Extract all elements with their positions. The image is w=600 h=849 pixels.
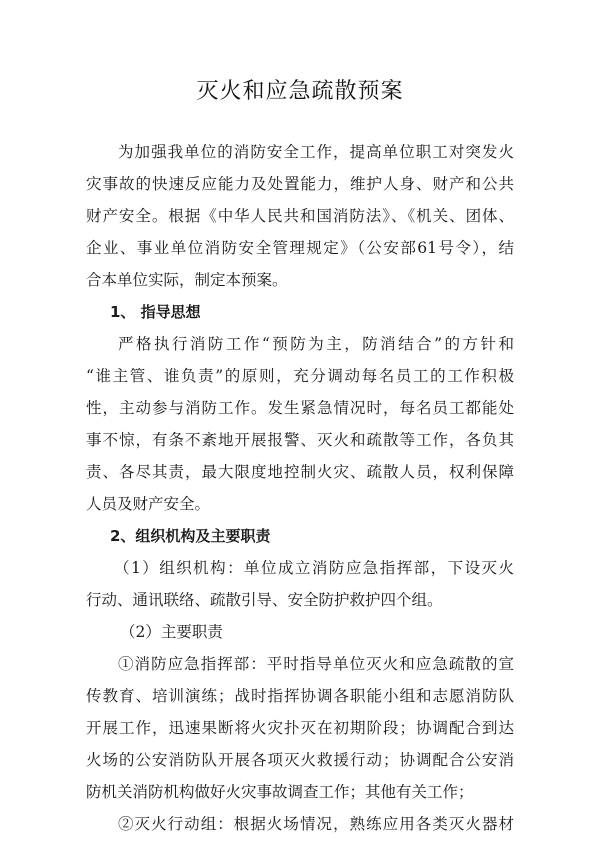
paragraph-line: 防机关消防机构做好火灾事故调查工作；其他有关工作； (86, 783, 474, 801)
paragraph-line: 灾事故的快速反应能力及处置能力，维护人身、财产和公共 (86, 175, 514, 193)
paragraph-line: 火场的公安消防队开展各项灭火救援行动；协调配合公安消 (86, 751, 514, 769)
paragraph-line: 行动、通讯联络、疏散引导、安全防护救护四个组。 (86, 591, 443, 609)
document-title: 灭火和应急疏散预案 (196, 79, 404, 104)
paragraph-line: 责、各尽其责，最大限度地控制火灾、疏散人员，权利保障 (86, 463, 514, 481)
paragraph-line: 为加强我单位的消防安全工作，提高单位职工对突发火 (118, 143, 514, 161)
paragraph-line: （1）组织机构：单位成立消防应急指挥部，下设灭火 (114, 559, 514, 577)
paragraph-line: 性，主动参与消防工作。发生紧急情况时，每名员工都能处 (86, 399, 514, 417)
paragraph-line: 开展工作，迅速果断将火灾扑灭在初期阶段；协调配合到达 (86, 719, 514, 737)
paragraph-line: 事不惊，有条不紊地开展报警、灭火和疏散等工作，各负其 (86, 431, 514, 449)
paragraph-line: 传教育、培训演练；战时指挥协调各职能小组和志愿消防队 (86, 687, 514, 705)
paragraph-line: ①消防应急指挥部：平时指导单位灭火和应急疏散的宣 (118, 655, 514, 673)
section-heading: 2、组织机构及主要职责 (110, 527, 271, 545)
paragraph-line: 合本单位实际，制定本预案。 (86, 271, 288, 289)
paragraph-line: ②灭火行动组：根据火场情况，熟练应用各类灭火器材 (118, 815, 514, 833)
paragraph-line: 人员及财产安全。 (86, 495, 211, 513)
paragraph-line: 企业、事业单位消防安全管理规定》（公安部61号令），结 (86, 239, 514, 257)
document-body (86, 136, 514, 840)
paragraph-line: “谁主管、谁负责”的原则，充分调动每名员工的工作积极 (86, 367, 514, 385)
paragraph-line: 财产安全。根据《中华人民共和国消防法》、《机关、团体、 (86, 207, 514, 225)
subsection-heading: （2）主要职责 (120, 623, 223, 641)
section-heading: 1、 指导思想 (110, 303, 201, 321)
paragraph-line: 严格执行消防工作“预防为主，防消结合”的方针和 (118, 335, 514, 353)
